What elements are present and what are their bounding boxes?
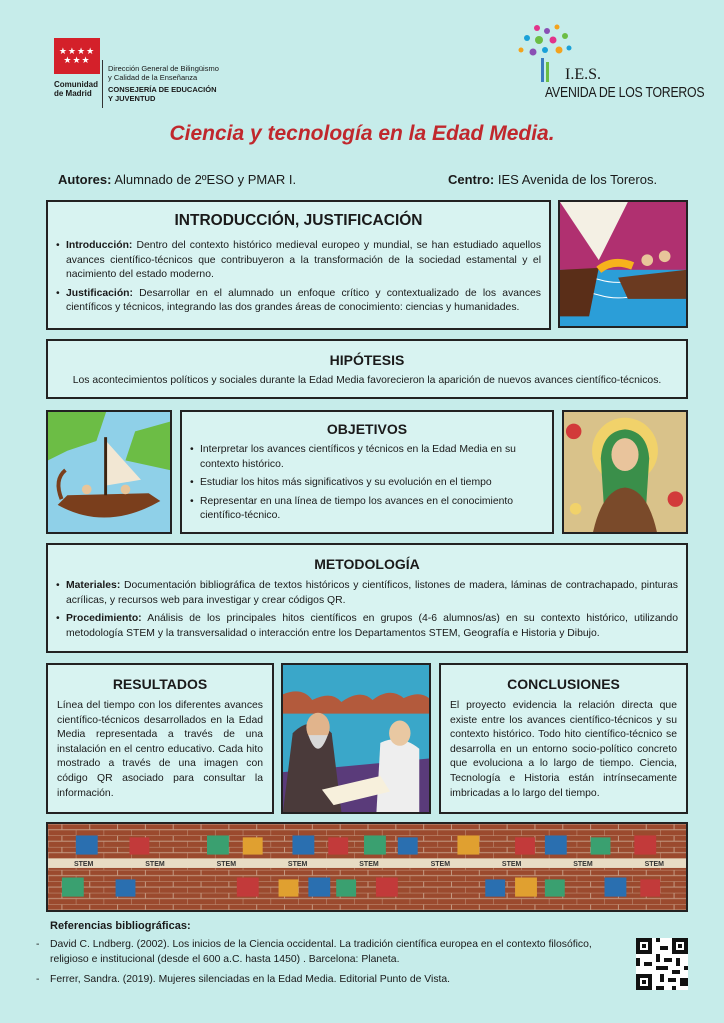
timeline-label: STEM: [145, 861, 165, 868]
reference-item: - Ferrer, Sandra. (2019). Mujeres silenciadas en la Edad Media. Editorial Punto de Vista.: [36, 973, 626, 988]
timeline-label: STEM: [287, 861, 308, 868]
org-text: [108, 64, 219, 103]
intro-item1-text: Dentro del contexto histórico medieval europeo y mundial, se han estudiado aquellos avances científico-técnicos que contribuyeron a la transformación de la sociedad estamental y el nacimiento del estado moderno.: [66, 240, 542, 281]
justification-item: [56, 287, 541, 316]
cm-line2: de Madrid: [54, 89, 92, 98]
results-box: [46, 663, 274, 814]
center-value: IES Avenida de los Toreros.: [497, 172, 658, 187]
poster-title: Ciencia y tecnología en la Edad Media.: [169, 122, 555, 145]
hypothesis-heading: HIPÓTESIS: [329, 352, 405, 368]
center-line: [448, 172, 657, 187]
objective-item: • Interpretar los avances científicos y técnicos en la Edad Media en su contexto histórico.: [190, 443, 544, 472]
conclusions-heading: CONCLUSIONES: [507, 676, 620, 692]
results-text: Línea del tiempo con los diferentes avances científico-técnicos desarrollados en la Edad Media representada a través de una instalación en el centro educativo. Cada hito mostrado a través de una imagen con código QR asociado para consultar la información.: [57, 700, 263, 799]
org-line1: Dirección General de Bilingüismo: [108, 64, 219, 73]
authors-label: Autores:: [58, 172, 112, 187]
org-line2: y Calidad de la Enseñanza: [108, 73, 198, 82]
intro-item2-label: Justificación:: [66, 287, 133, 299]
timeline-label: STEM: [644, 861, 665, 868]
conclusions-box: [439, 663, 688, 814]
saint-portrait-image: [562, 410, 688, 534]
reference-item: - David C. Lndberg. (2002). Los inicios de la Ciencia occidental. La tradición científica europea en el contexto filosófico, religioso e institucional (desde el 600 a.C. hasta 1450) . Barcelona: Planeta.: [36, 938, 626, 967]
header-divider: [102, 60, 103, 108]
timeline-label: STEM: [501, 861, 522, 868]
results-heading: RESULTADOS: [112, 676, 208, 692]
methodology-box: [46, 543, 688, 653]
materials-item: [56, 579, 678, 608]
timeline-installation-image: [46, 822, 688, 912]
conclusions-text: El proyecto evidencia la relación directa que existe entre los avances científico-técnicos y su contexto histórico. Todo hito científico-técnico se desarrolla en un entorno socio-político concreto que evoluciona a lo largo de tiempo. Ciencia, Tecnología e Historia están intrínsecamente imbricadas a lo largo del tiempo.: [450, 700, 677, 799]
procedure-item: [56, 612, 678, 641]
intro-box: [46, 200, 551, 330]
methodology-heading: METODOLOGÍA: [314, 556, 420, 572]
timeline-labels: [48, 860, 688, 870]
methodology-item1-label: Materiales:: [66, 580, 121, 591]
timeline-label: STEM: [216, 861, 237, 868]
ship-battle-image: [558, 200, 688, 328]
school-logo: [515, 22, 705, 112]
intro-item1-label: Introducción:: [66, 240, 133, 251]
methodology-item2-label: Procedimiento:: [66, 613, 142, 625]
cm-line1: Comunidad: [54, 80, 98, 89]
authors-value: Alumnado de 2ºESO y PMAR I.: [114, 172, 297, 187]
school-abbr: I.E.S.: [565, 66, 601, 83]
references-list: [36, 938, 626, 992]
objective-item: • Estudiar los hitos más significativos y su evolución en el tiempo: [190, 476, 544, 491]
center-label: Centro:: [448, 172, 495, 187]
timeline-label: STEM: [430, 861, 451, 868]
methodology-item1-text: Documentación bibliográfica de textos históricos y científicos, listones de madera, láminas de contrachapado, pinturas acrílicas, y recursos web para investigar y crear códigos QR.: [66, 580, 678, 606]
comunidad-madrid-logo: [54, 38, 102, 108]
objectives-heading: OBJETIVOS: [326, 421, 408, 437]
timeline-label: STEM: [359, 861, 379, 868]
timeline-label: STEM: [573, 861, 593, 868]
hypothesis-text: Los acontecimientos políticos y sociales durante la Edad Media favorecieron la aparición de nuevos avances científico-técnicos.: [72, 375, 662, 386]
objectives-box: [180, 410, 554, 534]
org-line4: Y JUVENTUD: [108, 94, 156, 103]
hypothesis-box: [46, 339, 688, 399]
authors-line: [58, 172, 296, 187]
qr-code[interactable]: [636, 938, 688, 990]
viking-ship-image: [46, 410, 172, 534]
references-heading: Referencias bibliográficas:: [50, 920, 191, 932]
timeline-label: STEM: [73, 861, 94, 868]
intro-item: [56, 239, 541, 283]
school-name: AVENIDA DE LOS TOREROS: [545, 84, 705, 101]
org-line3: CONSEJERÍA DE EDUCACIÓN: [108, 85, 217, 94]
intro-heading: INTRODUCCIÓN, JUSTIFICACIÓN: [174, 212, 423, 229]
intro-item2-text: Desarrollar en el alumnado un enfoque crítico y contextualizado de los avances científicos y técnicos, integrando las dos grandes áreas de conocimiento: ciencias y humanidades.: [66, 287, 542, 314]
methodology-item2-text: Análisis de los principales hitos científicos en grupos (4-6 alumnos/as) en su contexto histórico, utilizando metodología STEM y la transversalidad o interacción entre los Departamentos STEM, Geografía e Historia y Dibujo.: [66, 613, 678, 639]
objective-item: • Representar en una línea de tiempo los avances en el conocimiento científico-técnico.: [190, 495, 544, 524]
madrid-flag-icon: ★★★★ ★★★: [54, 38, 100, 74]
scholars-image: [281, 663, 431, 814]
